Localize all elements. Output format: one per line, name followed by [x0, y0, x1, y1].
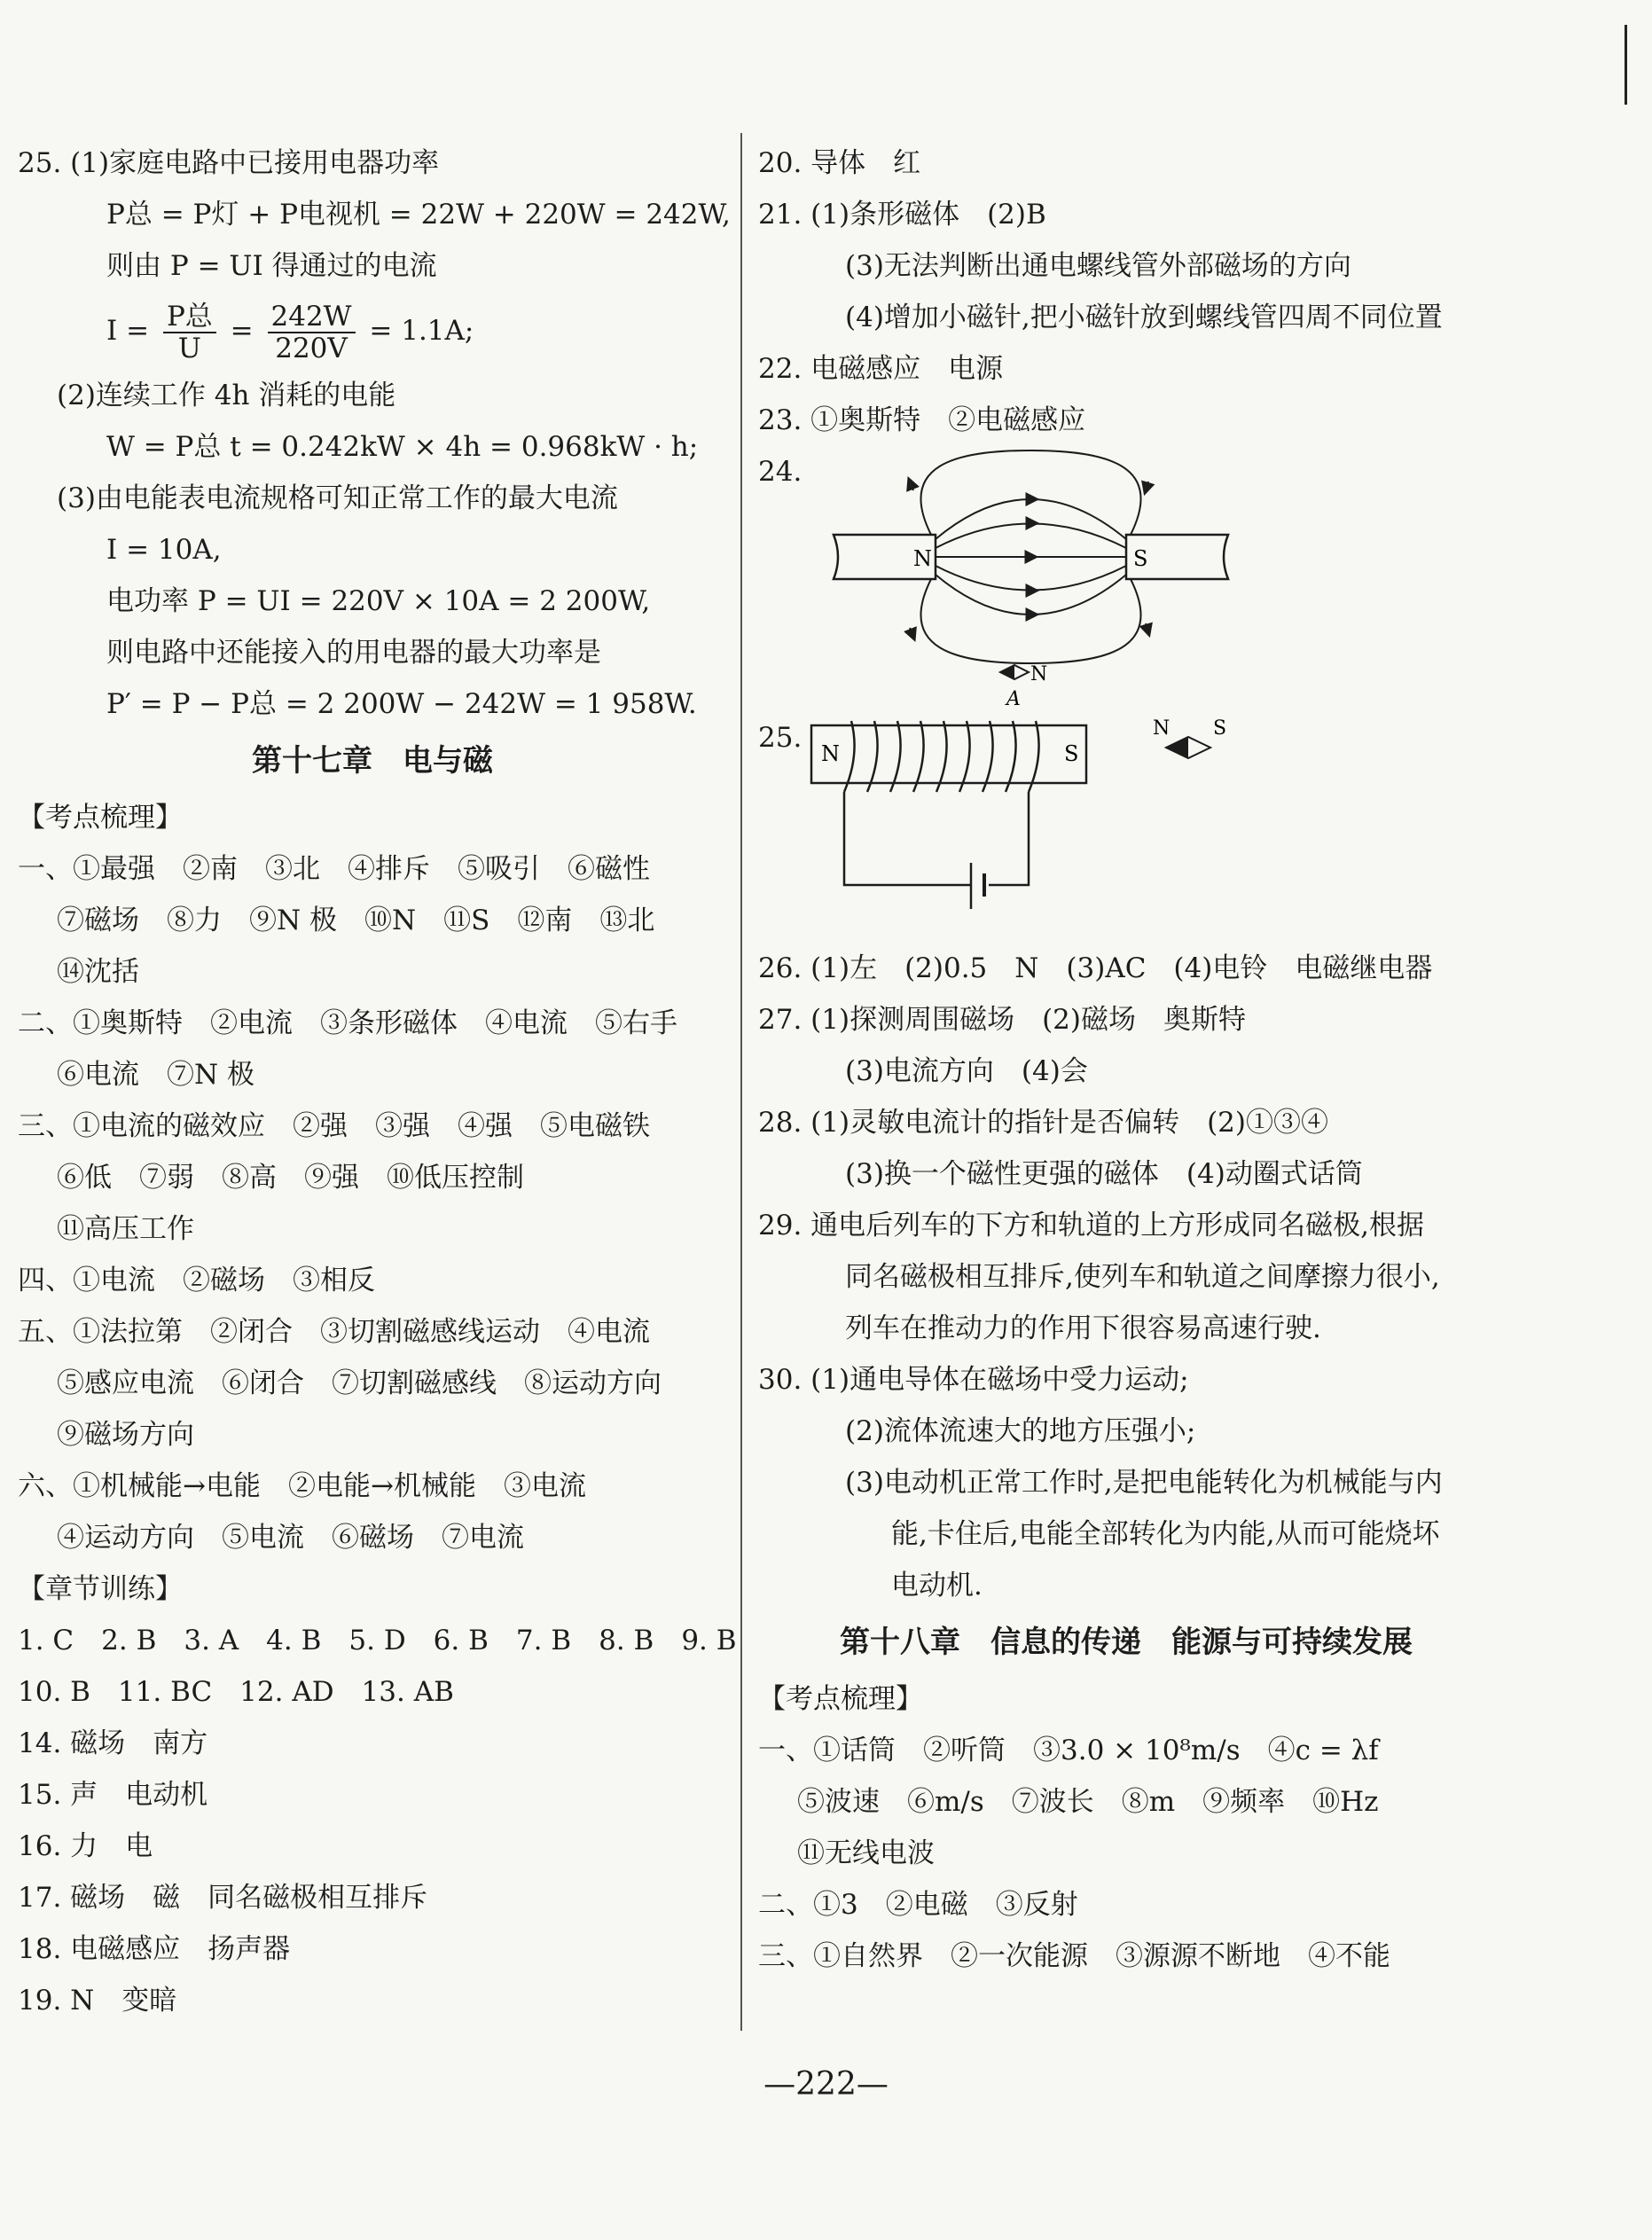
- pole-n-label: N: [913, 546, 932, 571]
- field-line-inner-top: [936, 524, 1126, 549]
- kd-3a: 三、①电流的磁效应 ②强 ③强 ④强 ⑤电磁铁: [18, 1110, 650, 1142]
- needle-a-n-label: N: [1030, 663, 1048, 685]
- c18-1a: 一、①话筒 ②听筒 ③3.0 × 10⁸m/s ④c = λf: [758, 1735, 1379, 1766]
- kd-3c: ⑪高压工作: [57, 1213, 194, 1245]
- page-edge-mark: [1625, 25, 1627, 105]
- a29c: 列车在推动力的作用下很容易高速行驶.: [845, 1312, 1321, 1344]
- kd-2a: 二、①奥斯特 ②电流 ③条形磁体 ④电流 ⑤右手: [18, 1007, 677, 1039]
- a30a: 30. (1)通电导体在磁场中受力运动;: [758, 1364, 1189, 1396]
- field-arrow-outer-top-right: [1146, 482, 1148, 490]
- field-line-mid-bottom: [936, 575, 1126, 615]
- field-line-inner-bottom: [936, 566, 1126, 591]
- section-kaodian-18: 【考点梳理】: [758, 1683, 923, 1715]
- kd-6b: ④运动方向 ⑤电流 ⑥磁场 ⑦电流: [57, 1522, 524, 1554]
- field-arrow-outer-bottom-left: [910, 628, 913, 637]
- a21a: 21. (1)条形磁体 (2)B: [758, 199, 1046, 231]
- q25-eq2: 则由 P = UI 得通过的电流: [106, 250, 437, 282]
- kd-4a: 四、①电流 ②磁场 ③相反: [18, 1265, 375, 1296]
- q25-part1-title: 25. (1)家庭电路中已接用电器功率: [18, 147, 440, 179]
- q25-part3-title: (3)由电能表电流规格可知正常工作的最大电流: [57, 482, 618, 514]
- figure-24: [758, 446, 1494, 712]
- solenoid-diagram: [807, 712, 1304, 943]
- a30d: 能,卡住后,电能全部转化为内能,从而可能烧坏: [891, 1518, 1440, 1550]
- wire-right: [989, 792, 1029, 885]
- zj-19: 19. N 变暗: [18, 1985, 177, 2017]
- fig25-label: 25.: [758, 722, 803, 754]
- wire-left: [844, 792, 971, 885]
- solenoid-coils: [844, 721, 1039, 792]
- a29b: 同名磁极相互排斥,使列车和轨道之间摩擦力很小,: [845, 1261, 1440, 1293]
- a29a: 29. 通电后列车的下方和轨道的上方形成同名磁极,根据: [758, 1210, 1425, 1241]
- c18-1b: ⑤波速 ⑥m/s ⑦波长 ⑧m ⑨频率 ⑩Hz: [797, 1786, 1379, 1818]
- section-zhangjie: 【章节训练】: [18, 1573, 183, 1605]
- needle-a-label: A: [1006, 688, 1021, 710]
- field-line-mid-top: [936, 499, 1126, 539]
- a21b: (3)无法判断出通电螺线管外部磁场的方向: [845, 250, 1351, 282]
- right-column: [758, 137, 1494, 1982]
- a30c: (3)电动机正常工作时,是把电能转化为机械能与内: [845, 1467, 1443, 1499]
- a27a: 27. (1)探测周围磁场 (2)磁场 奥斯特: [758, 1004, 1246, 1036]
- q25-part2-title: (2)连续工作 4h 消耗的电能: [57, 380, 396, 411]
- c18-1c: ⑪无线电波: [797, 1837, 935, 1869]
- zj-16: 16. 力 电: [18, 1830, 153, 1862]
- zj-14: 14. 磁场 南方: [18, 1727, 208, 1759]
- solenoid-core: [811, 725, 1086, 783]
- field-arrow-outer-top-left: [910, 482, 913, 490]
- a23: 23. ①奥斯特 ②电磁感应: [758, 404, 1086, 436]
- zj-18: 18. 电磁感应 扬声器: [18, 1933, 291, 1965]
- field-arrow-outer-bottom-right: [1146, 623, 1148, 632]
- left-column: [18, 137, 737, 2026]
- solenoid-pole-n: N: [821, 741, 840, 766]
- q25-eq1: P总 = P灯 + P电视机 = 22W + 220W = 242W,: [106, 199, 731, 231]
- q25-eq4: I = 10A,: [106, 534, 222, 566]
- solenoid-pole-s: S: [1064, 741, 1079, 766]
- fig24-label: 24.: [758, 456, 803, 488]
- q25-eq6: 则电路中还能接入的用电器的最大功率是: [106, 637, 601, 669]
- needle-25-s-label: S: [1213, 717, 1227, 740]
- c18-3: 三、①自然界 ②一次能源 ③源源不断地 ④不能: [758, 1940, 1390, 1972]
- kd-1a: 一、①最强 ②南 ③北 ④排斥 ⑤吸引 ⑥磁性: [18, 853, 650, 885]
- q25-frac-rhs: = 1.1A;: [369, 315, 474, 347]
- q25-frac-mid: =: [230, 315, 254, 347]
- compass-needle-25-fill: [1166, 737, 1188, 758]
- c18-2: 二、①3 ②电磁 ③反射: [758, 1889, 1078, 1921]
- q25-frac-lhs: I =: [106, 315, 150, 347]
- q25-eq3: W = P总 t = 0.242kW × 4h = 0.968kW · h;: [106, 431, 699, 463]
- compass-needle-a-fill: [1000, 665, 1014, 679]
- q25-fraction-line: [18, 292, 727, 370]
- fraction-p-over-u: [163, 302, 216, 364]
- field-lines-diagram: [825, 446, 1286, 712]
- zj-17: 17. 磁场 磁 同名磁极相互排斥: [18, 1882, 428, 1914]
- kd-5a: 五、①法拉第 ②闭合 ③切割磁感线运动 ④电流: [18, 1316, 650, 1348]
- frac-num2: 242W: [268, 302, 356, 333]
- figure-25: [758, 712, 1494, 943]
- a26: 26. (1)左 (2)0.5 N (3)AC (4)电铃 电磁继电器: [758, 952, 1433, 984]
- kd-3b: ⑥低 ⑦弱 ⑧高 ⑨强 ⑩低压控制: [57, 1162, 524, 1194]
- a27b: (3)电流方向 (4)会: [845, 1055, 1088, 1087]
- kd-5b: ⑤感应电流 ⑥闭合 ⑦切割磁感线 ⑧运动方向: [57, 1367, 662, 1399]
- zj-2: 10. B 11. BC 12. AD 13. AB: [18, 1676, 454, 1708]
- a30e: 电动机.: [891, 1570, 983, 1602]
- page-number: —222—: [763, 2066, 889, 2103]
- frac-den1: U: [177, 332, 201, 364]
- zj-1: 1. C 2. B 3. A 4. B 5. D 6. B 7. B 8. B 9. B: [18, 1625, 737, 1657]
- kd-6a: 六、①机械能→电能 ②电能→机械能 ③电流: [18, 1470, 586, 1502]
- pole-s-label: S: [1133, 546, 1148, 571]
- kd-1c: ⑭沈括: [57, 956, 139, 988]
- kd-2b: ⑥电流 ⑦N 极: [57, 1059, 254, 1091]
- kd-1b: ⑦磁场 ⑧力 ⑨N 极 ⑩N ⑪S ⑫南 ⑬北: [57, 905, 655, 936]
- chapter18-title: 第十八章 信息的传递 能源与可持续发展: [840, 1625, 1413, 1660]
- a28b: (3)换一个磁性更强的磁体 (4)动圈式话筒: [845, 1158, 1363, 1190]
- frac-den2: 220V: [275, 332, 348, 364]
- a30b: (2)流体流速大的地方压强小;: [845, 1415, 1196, 1447]
- a21c: (4)增加小磁针,把小磁针放到螺线管四周不同位置: [845, 302, 1443, 333]
- a22: 22. 电磁感应 电源: [758, 353, 1004, 385]
- a20: 20. 导体 红: [758, 147, 921, 179]
- chapter17-title: 第十七章 电与磁: [252, 743, 493, 779]
- needle-25-n-label: N: [1153, 717, 1170, 740]
- kd-5c: ⑨磁场方向: [57, 1419, 194, 1451]
- frac-num1: P总: [163, 302, 216, 333]
- zj-15: 15. 声 电动机: [18, 1779, 208, 1811]
- q25-eq5: 电功率 P = UI = 220V × 10A = 2 200W,: [106, 585, 651, 617]
- field-line-outer-bottom: [920, 579, 1140, 663]
- a28a: 28. (1)灵敏电流计的指针是否偏转 (2)①③④: [758, 1107, 1328, 1139]
- field-line-outer-top: [920, 450, 1140, 535]
- q25-eq7: P′ = P − P总 = 2 200W − 242W = 1 958W.: [106, 688, 697, 720]
- fraction-values: [268, 302, 356, 364]
- column-divider: [740, 133, 742, 2031]
- section-kaodian-17: 【考点梳理】: [18, 802, 183, 834]
